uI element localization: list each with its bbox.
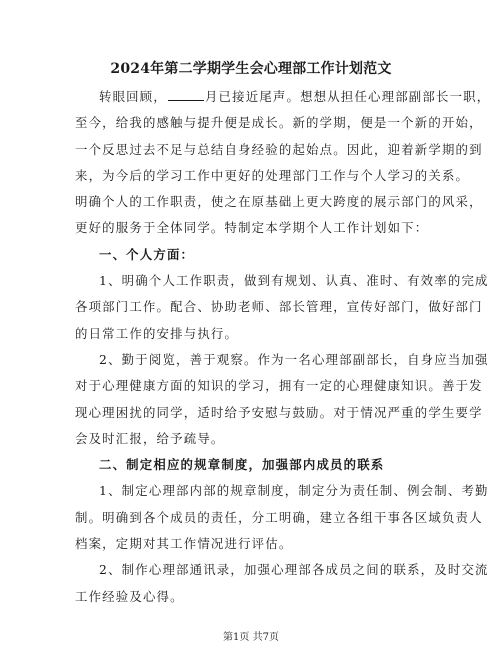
intro-line-4: 来，为今后的学习工作中更好的处理部门工作与个人学习的关系。 <box>75 167 470 183</box>
s2-item2-line-1: 2、制作心理部通讯录，加强心理部各成员之间的联系，及时交流 <box>99 562 489 578</box>
s1-item2-line-3: 现心理困扰的同学，适时给予安慰与鼓励。对于情况严重的学生要学 <box>75 404 483 420</box>
section-heading-personal: 一、个人方面： <box>99 246 195 262</box>
s2-item2-line-2: 工作经验及心得。 <box>75 588 184 604</box>
intro-text-part-b: 月已接近尾声。想想从担任心理部副部长一职， <box>204 89 491 104</box>
s1-item1-line-1: 1、明确个人工作职责，做到有规划、认真、准时、有效率的完成 <box>99 273 489 289</box>
intro-line-3: 一个反思过去不足与总结自身经验的起始点。因此，迎着新学期的到 <box>75 141 483 157</box>
s1-item1-line-3: 的日常工作的安排与执行。 <box>75 325 239 341</box>
s2-item1-line-1: 1、制定心理部内部的规章制度，制定分为责任制、例会制、考勤 <box>99 483 489 499</box>
s2-item1-line-3: 档案，定期对其工作情况进行评估。 <box>75 536 293 552</box>
s1-item2-line-1: 2、勤于阅览，善于观察。作为一名心理部副部长，自身应当加强 <box>99 351 489 367</box>
fill-in-blank <box>168 88 204 101</box>
s1-item1-line-2: 各项部门工作。配合、协助老师、部长管理，宣传好部门，做好部门 <box>75 299 483 315</box>
intro-line-2: 至今，给我的感触与提升便是成长。新的学期，便是一个新的开始， <box>75 115 483 131</box>
intro-line-1 <box>75 84 491 110</box>
s1-item2-line-4: 会及时汇报，给予疏导。 <box>75 430 225 446</box>
document-body <box>75 84 491 610</box>
page-footer: 第1页 共7页 <box>223 632 279 643</box>
s2-item1-line-2: 制。明确到各个成员的责任，分工明确，建立各组干事各区域负责人 <box>75 509 483 525</box>
intro-text-part-a: 转眼回顾， <box>99 89 167 104</box>
intro-line-5: 明确个人的工作职责，使之在原基础上更大跨度的展示部门的风采， <box>75 194 483 210</box>
intro-line-6: 更好的服务于全体同学。特制定本学期个人工作计划如下： <box>75 220 429 236</box>
s1-item2-line-2: 对于心理健康方面的知识的学习，拥有一定的心理健康知识。善于发 <box>75 378 483 394</box>
document-title: 2024年第二学期学生会心理部工作计划范文 <box>110 61 392 77</box>
section-heading-regulations: 二、制定相应的规章制度，加强部内成员的联系 <box>99 457 385 473</box>
